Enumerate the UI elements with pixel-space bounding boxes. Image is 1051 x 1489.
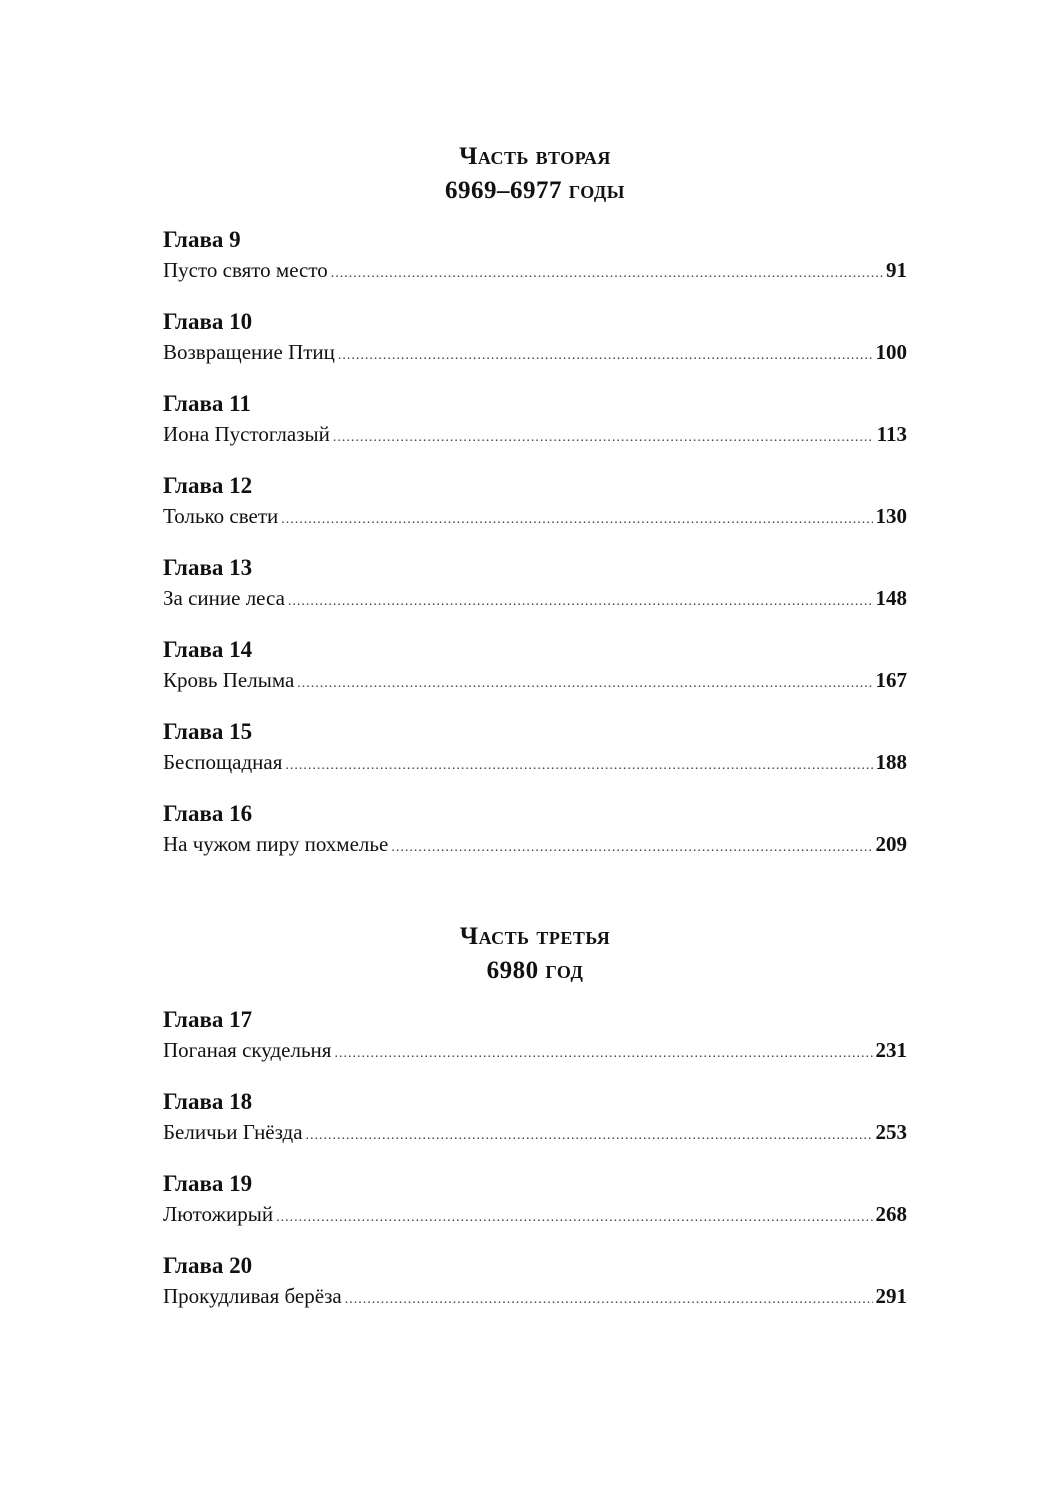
chapter-title: Кровь Пелыма (163, 668, 295, 692)
dot-leader (306, 1121, 873, 1151)
chapter-row (163, 337, 907, 371)
part-heading (163, 920, 907, 988)
chapter-label: Глава 16 (163, 801, 253, 826)
chapter-entry[interactable] (163, 389, 907, 453)
page-number: 167 (875, 668, 907, 692)
dot-leader (276, 1203, 872, 1233)
page-number: 100 (875, 340, 907, 364)
page-number: 209 (875, 832, 907, 856)
chapter-label: Глава 19 (163, 1171, 253, 1196)
chapter-row (163, 747, 907, 781)
chapter-entry[interactable] (163, 307, 907, 371)
dot-leader (333, 423, 874, 453)
chapter-label: Глава 17 (163, 1007, 253, 1032)
dot-leader (281, 505, 872, 535)
page-number: 253 (875, 1120, 907, 1144)
chapter-row (163, 255, 907, 289)
page-number: 130 (875, 504, 907, 528)
chapter-label: Глава 15 (163, 719, 253, 744)
chapter-title: Возвращение Птиц (163, 340, 335, 364)
chapter-title: Лютожирый (163, 1202, 274, 1226)
chapter-label: Глава 10 (163, 309, 253, 334)
page-number: 231 (875, 1038, 907, 1062)
chapter-label: Глава 13 (163, 555, 253, 580)
chapter-label: Глава 14 (163, 637, 253, 662)
chapter-label: Глава 9 (163, 227, 241, 252)
dot-leader (345, 1285, 873, 1315)
dot-leader (331, 259, 883, 289)
chapter-row (163, 1281, 907, 1315)
chapter-entry[interactable] (163, 471, 907, 535)
part-title: Часть третья (459, 923, 611, 950)
chapter-entry[interactable] (163, 1251, 907, 1315)
chapter-title: Иона Пустоглазый (163, 422, 330, 446)
chapter-list (163, 1005, 907, 1315)
part-years: 6980 год (486, 957, 584, 984)
chapter-row (163, 829, 907, 863)
chapter-row (163, 583, 907, 617)
part-title: Часть вторая (459, 143, 611, 170)
chapter-row (163, 1035, 907, 1069)
chapter-label: Глава 12 (163, 473, 253, 498)
chapter-row (163, 419, 907, 453)
dot-leader (334, 1039, 872, 1069)
chapter-title: Беспощадная (163, 750, 283, 774)
chapter-title: Поганая скудельня (163, 1038, 332, 1062)
chapter-row (163, 1199, 907, 1233)
chapter-title: За синие леса (163, 586, 285, 610)
chapter-entry[interactable] (163, 1005, 907, 1069)
page-number: 148 (875, 586, 907, 610)
chapter-entry[interactable] (163, 717, 907, 781)
chapter-label: Глава 18 (163, 1089, 253, 1114)
chapter-title: Прокудливая берёза (163, 1284, 342, 1308)
chapter-row (163, 1117, 907, 1151)
chapter-title: Пусто свято место (163, 258, 328, 282)
page-number: 268 (875, 1202, 907, 1226)
chapter-title: Только свети (163, 504, 279, 528)
page-number: 91 (886, 258, 907, 282)
dot-leader (338, 341, 873, 371)
chapter-entry[interactable] (163, 553, 907, 617)
chapter-entry[interactable] (163, 799, 907, 863)
chapter-title: На чужом пиру похмелье (163, 832, 389, 856)
chapter-row (163, 501, 907, 535)
chapter-entry[interactable] (163, 1169, 907, 1233)
toc-part-three (163, 920, 907, 1333)
dot-leader (285, 751, 872, 781)
page-number: 291 (875, 1284, 907, 1308)
dot-leader (391, 833, 872, 863)
chapter-row (163, 665, 907, 699)
page-number: 188 (875, 750, 907, 774)
chapter-entry[interactable] (163, 225, 907, 289)
chapter-label: Глава 11 (163, 391, 251, 416)
chapter-title: Беличьи Гнёзда (163, 1120, 303, 1144)
dot-leader (297, 669, 872, 699)
chapter-entry[interactable] (163, 1087, 907, 1151)
page-number: 113 (876, 422, 907, 446)
chapter-list (163, 225, 907, 863)
chapter-entry[interactable] (163, 635, 907, 699)
part-heading (163, 140, 907, 208)
dot-leader (288, 587, 873, 617)
toc-part-two (163, 140, 907, 881)
part-years: 6969–6977 годы (445, 177, 625, 204)
chapter-label: Глава 20 (163, 1253, 253, 1278)
